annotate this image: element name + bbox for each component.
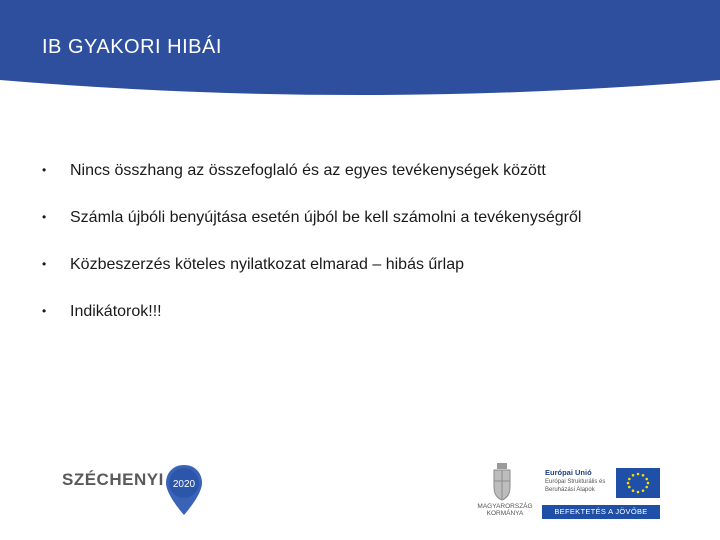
eu-banner: BEFEKTETÉS A JÖVŐBE [542,505,660,519]
bullet-list [42,160,682,348]
slide-title: IB GYAKORI HIBÁI [42,36,222,58]
bullet-item [42,160,682,181]
szechenyi-wordmark: SZÉCHENYI [62,470,164,489]
eu-flag-icon [616,468,660,498]
government-text [470,503,540,517]
szechenyi-year: 2020 [172,479,196,490]
eu-title: Európai Unió [545,468,592,477]
bullet-marker: • [42,257,47,271]
bullet-text: Közbeszerzés köteles nyilatkozat elmarad – hibás űrlap [70,256,464,273]
bullet-item [42,207,682,228]
szechenyi-pin-icon [164,463,204,517]
bullet-text: Számla újbóli benyújtása esetén újból be kell számolni a tevékenységről [70,209,582,226]
government-line-1: MAGYARORSZÁG [477,503,533,510]
bullet-item [42,254,682,275]
bullet-text: Indikátorok!!! [70,303,162,320]
government-line-2: KORMÁNYA [486,510,524,517]
bullet-marker: • [42,210,47,224]
bullet-marker: • [42,163,47,177]
coat-of-arms-icon [480,461,524,501]
bullet-marker: • [42,304,47,318]
eu-subtitle: Európai Strukturális és Beruházási Alapok [545,479,606,493]
bullet-text: Nincs összhang az összefoglaló és az egyes tevékenységek között [70,162,546,179]
bullet-item [42,301,682,322]
